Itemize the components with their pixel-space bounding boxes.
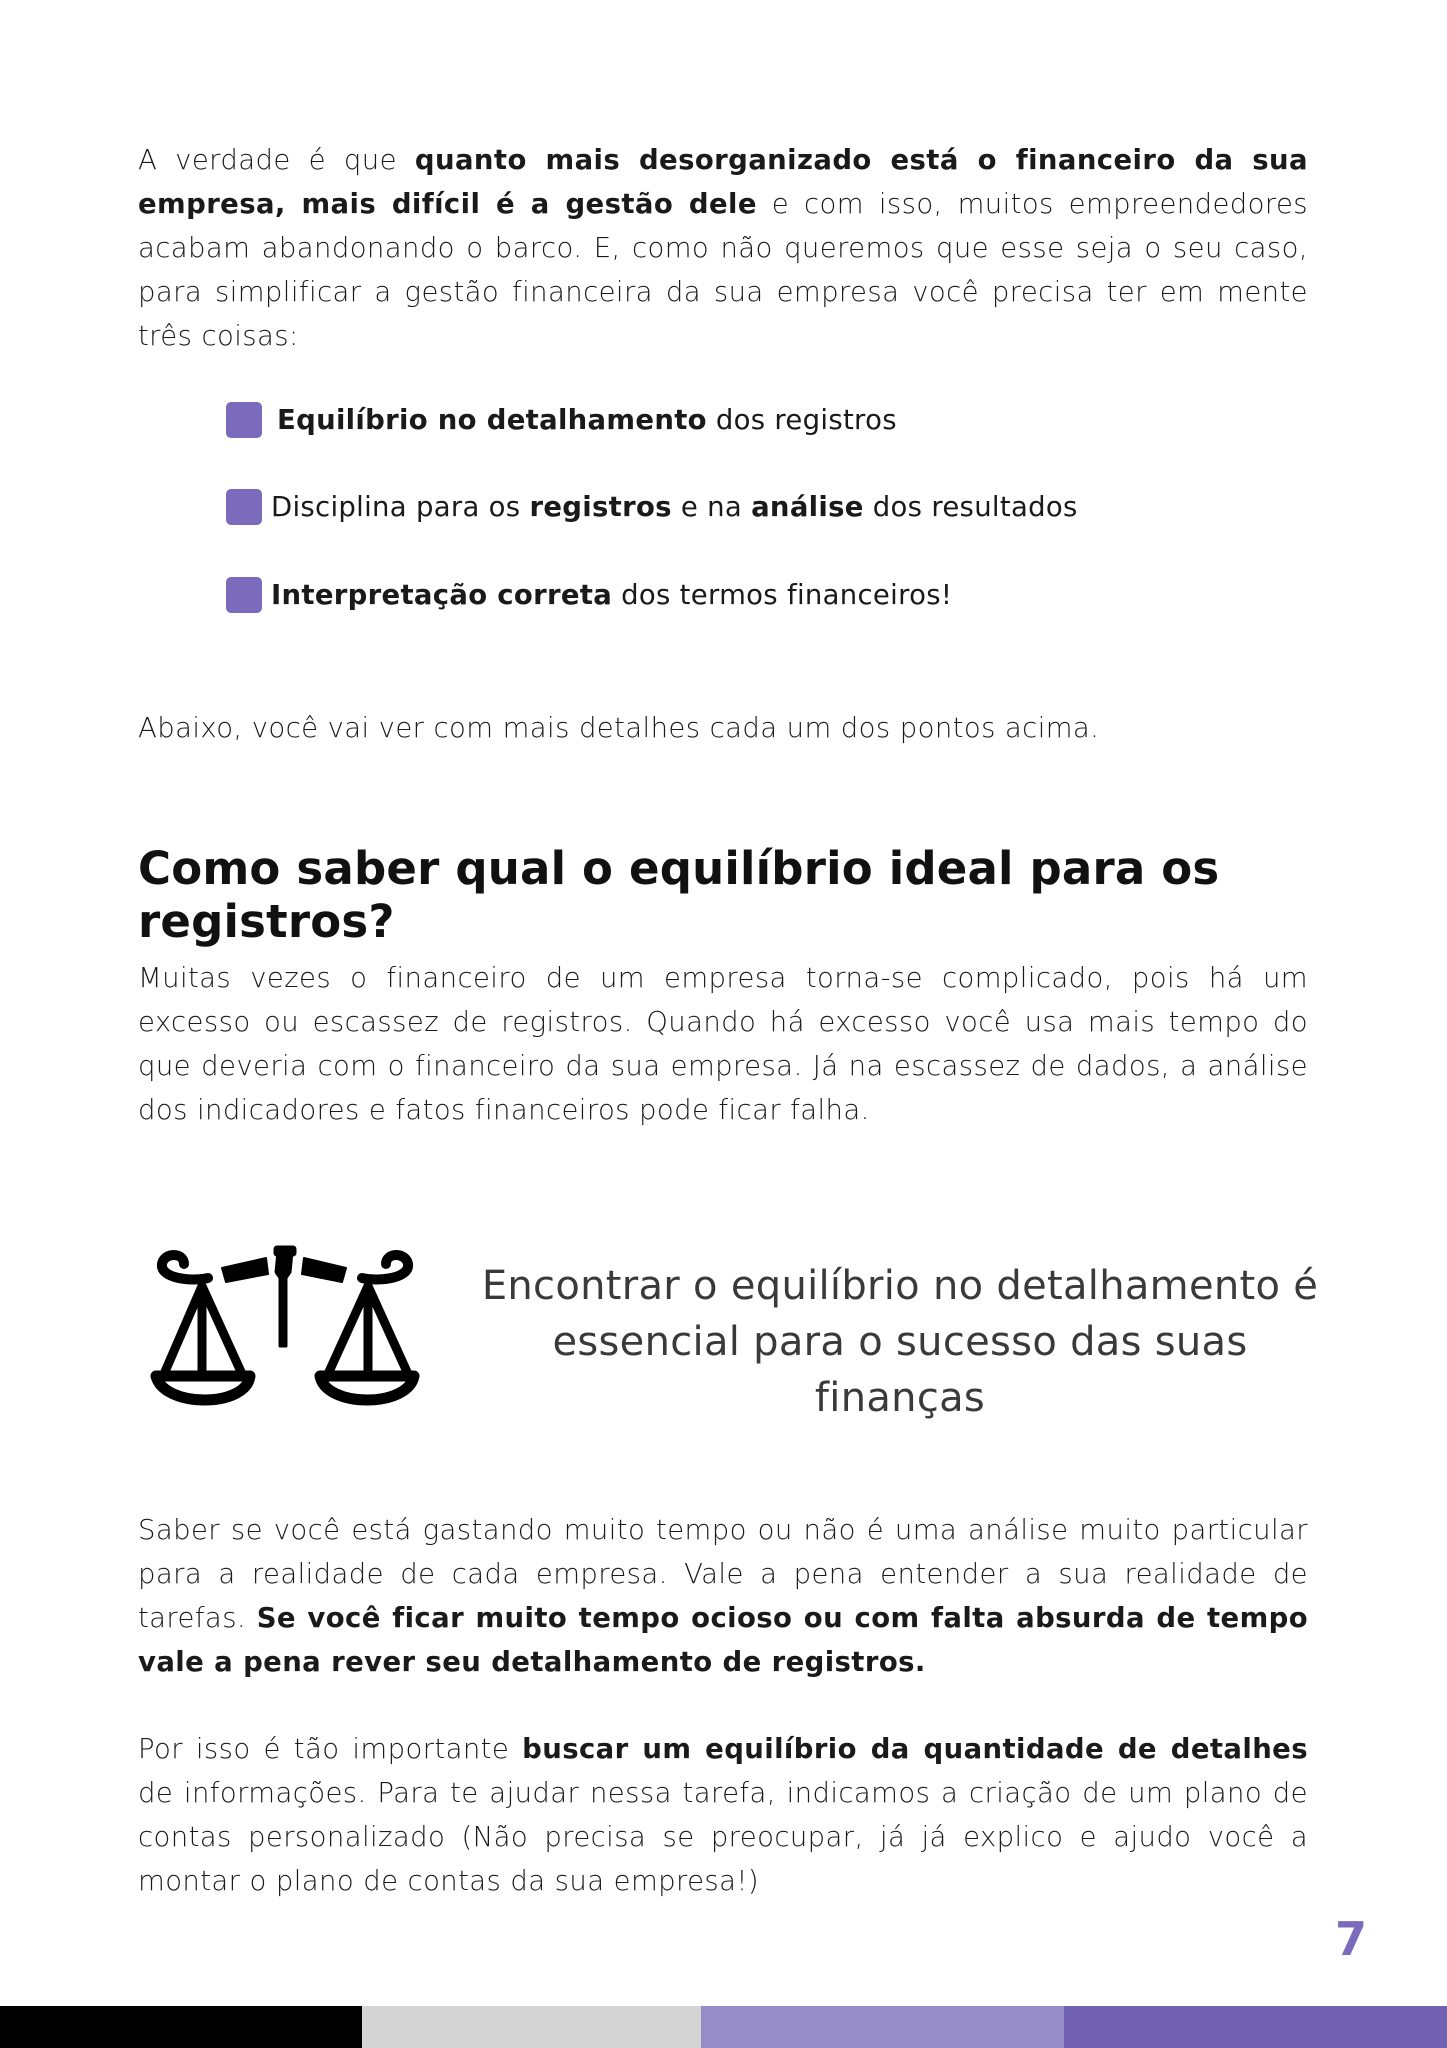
- bullet-square-icon: [226, 402, 262, 438]
- bullet-square-icon: [226, 577, 262, 613]
- footer-segment: [701, 2006, 1064, 2048]
- below-note: Abaixo, você vai ver com mais detalhes cada um dos pontos acima.: [138, 712, 1100, 744]
- footer-segment: [362, 2006, 701, 2048]
- bullet-item: Disciplina para os registros e na análise dos resultados: [226, 487, 1078, 527]
- bullet-square-icon: [226, 489, 262, 525]
- section-paragraph: Muitas vezes o financeiro de um empresa torna-se complicado, pois há um excesso ou escassez de registros. Quando há excesso você usa mais tempo do que deveria com o financeiro da sua empresa. Já na escassez de dados, a análise dos indicadores e fatos financeiros pode ficar falha.: [138, 962, 1308, 1126]
- footer-color-bar: [0, 2006, 1447, 2048]
- paragraph-balance: Por isso é tão importante buscar um equilíbrio da quantidade de detalhes de informações. Para te ajudar nessa tarefa, indicamos a criação de um plano de contas personalizado (Não precisa se preocupar, já já explico e ajudo você a montar o plano de contas da sua empresa!): [138, 1733, 1308, 1897]
- intro-paragraph: A verdade é que quanto mais desorganizado está o financeiro da sua empresa, mais difícil é a gestão dele e com isso, muitos empreendedores acabam abandonando o barco. E, como não queremos que esse seja o seu caso, para simplificar a gestão financeira da sua empresa você precisa ter em mente três coisas:: [138, 144, 1308, 352]
- bullet-item: Interpretação correta dos termos financeiros!: [226, 575, 952, 615]
- highlight-quote: Encontrar o equilíbrio no detalhamento é essencial para o sucesso das suas finanças: [481, 1263, 1319, 1421]
- bullet-item: Equilíbrio no detalhamento dos registros: [226, 400, 897, 440]
- section-heading: Como saber qual o equilíbrio ideal para os registros?: [138, 842, 1220, 948]
- footer-segment: [0, 2006, 362, 2048]
- balance-scale-icon: [150, 1238, 420, 1418]
- paragraph-detail-time: Saber se você está gastando muito tempo ou não é uma análise muito particular para a realidade de cada empresa. Vale a pena entender a sua realidade de tarefas. Se você ficar muito tempo ocioso ou com falta absurda de tempo vale a pena rever seu detalhamento de registros.: [138, 1514, 1308, 1678]
- footer-segment: [1064, 2006, 1447, 2048]
- page-number: 7: [1334, 1912, 1367, 1966]
